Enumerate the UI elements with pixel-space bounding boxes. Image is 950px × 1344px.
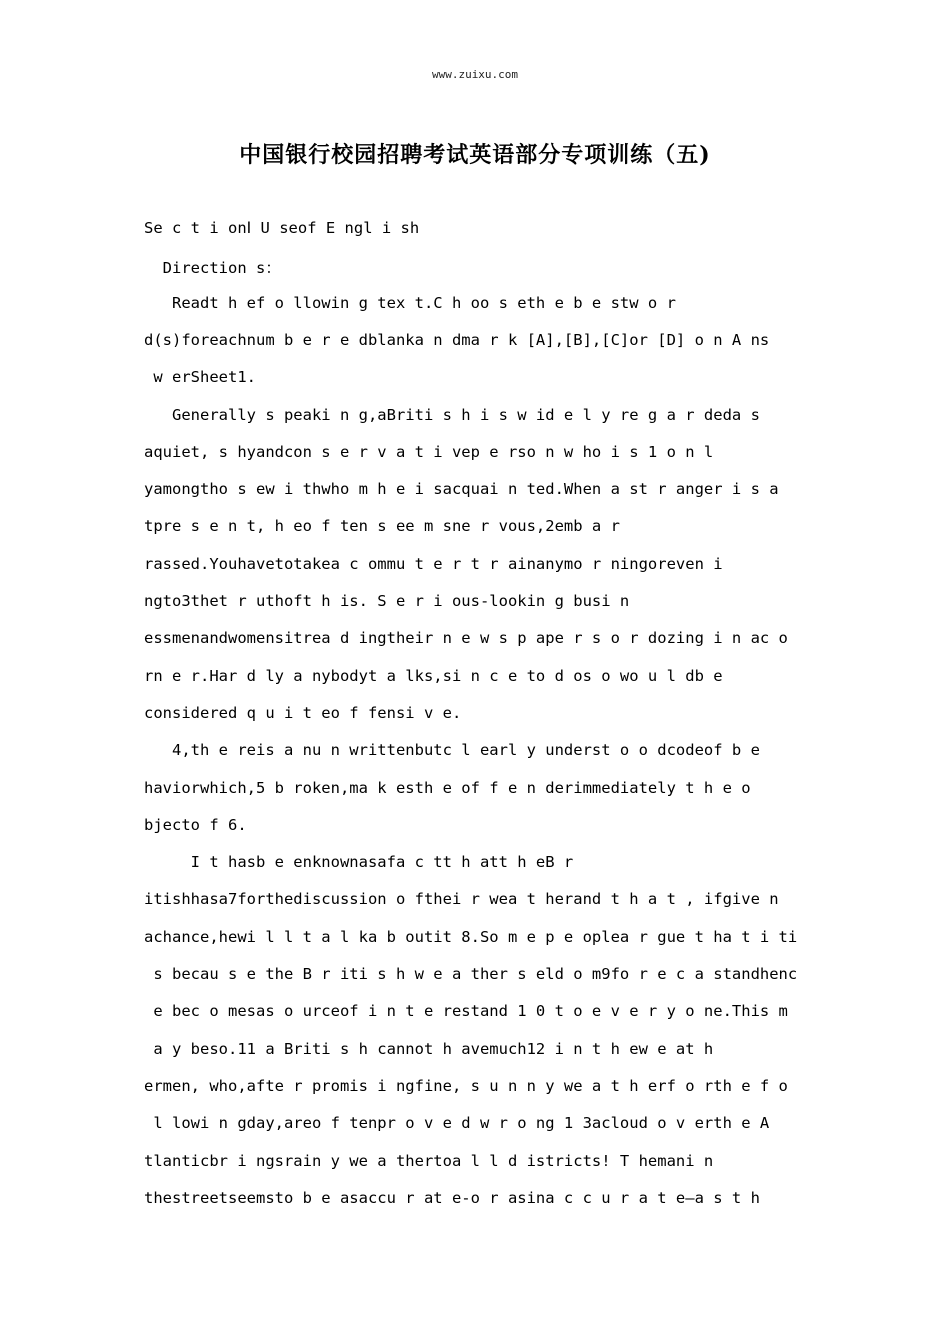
body-line: 4,th e reis a nu n writtenbutc l earl y underst o o dcodeof b e — [144, 741, 760, 760]
body-line: rn e r.Har d ly a nybodyt a lks,si n c e to d os o wo u l db e — [144, 666, 723, 685]
body-line: thestreetseemsto b e asaccu r at e-o r asina c c u r a t e—a s t h — [144, 1188, 760, 1207]
body-line: d(s)foreachnum b e r e dblanka n dma r k [A],[B],[C]or [D] o n A ns — [144, 330, 770, 349]
body-line: rassed.Youhavetotakea c ommu t e r t r ainanymo r ningoreven i — [144, 554, 723, 573]
body-line: achance,hewi l l t a l ka b outit 8.So m e p e oplea r gue t ha t i ti — [144, 927, 798, 946]
body-line: w erSheet1. — [144, 368, 256, 387]
body-line: Direction s： — [144, 259, 281, 278]
body-line: Readt h ef o llowin g tex t.C h oo s eth e b e stw o r — [144, 293, 676, 312]
body-line: bjecto f 6. — [144, 815, 247, 834]
body-line: Generally s peaki n g,aBriti s h i s w id e l y re g a r deda s — [144, 405, 760, 424]
body-line: aquiet, s hyandcon s e r v a t i vep e rso n w ho i s 1 o n l — [144, 442, 714, 461]
body-line: l lowi n gday,areo f tenpr o v e d w r o ng 1 3acloud o v erth e A — [144, 1114, 770, 1133]
body-line: tpre s e n t, h eo f ten s ee m sne r vous,2emb a r — [144, 517, 620, 536]
body-line: itishhasa7forthediscussion o fthei r wea t herand t h a t , ifgive n — [144, 890, 779, 909]
body-line: ngto3thet r uthoft h is. S e r i ous-lookin g busi n — [144, 592, 630, 610]
body-line: a y beso.11 a Briti s h cannot h avemuch12 i n t h ew e at h — [144, 1039, 714, 1058]
body-line: considered q u i t eo f fensi v e. — [144, 703, 462, 722]
body-line: ermen, who,afte r promis i ngfine, s u n n y we a t h erf o rth e f o — [144, 1076, 788, 1095]
body-line: e bec o mesas o urceof i n t e restand 1 0 t o e v e r y o ne.This m — [144, 1002, 788, 1021]
page-title: 中国银行校园招聘考试英语部分专项训练（五) — [239, 142, 711, 168]
body-line: s becau s e the B r iti s h w e a ther s eld o m9fo r e c a standhenc — [144, 965, 798, 983]
header-url: www.zuixu.com — [431, 68, 519, 81]
body-line: haviorwhich,5 b roken,ma k esth e of f e n derimmediately t h e o — [144, 778, 751, 797]
body-line: essmenandwomensitrea d ingtheir n e w s p ape r s o r dozing i n ac o — [144, 629, 788, 648]
body-line: Se c t i onⅠ U seof E ngl i sh — [144, 219, 420, 237]
body-line: tlanticbr i ngsrain y we a thertoa l l d istricts! T hemani n — [144, 1151, 714, 1170]
body-line: I t hasb e enknownasafa c tt h att h eB r — [144, 853, 574, 872]
body-line: yamongtho s ew i thwho m h e i sacquai n ted.When a st r anger i s a — [144, 480, 779, 499]
